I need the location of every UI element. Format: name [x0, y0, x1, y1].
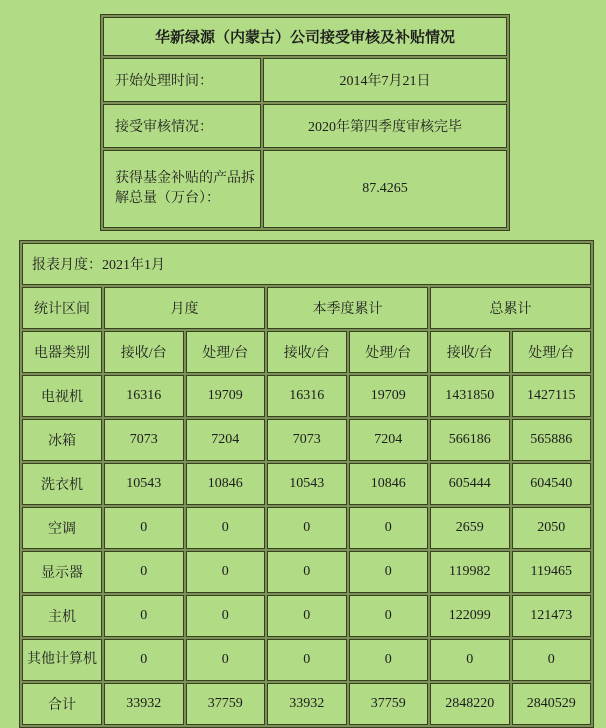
summary-row — [103, 104, 507, 148]
period-header-col0: 统计区间 — [22, 287, 102, 329]
cell-value: 0 — [349, 595, 429, 637]
cell-value: 1431850 — [430, 375, 510, 417]
report-month-row — [22, 243, 591, 285]
cell-value: 0 — [512, 639, 592, 681]
cell-value: 2840529 — [512, 683, 592, 725]
cell-value: 565886 — [512, 419, 592, 461]
summary-row-label: 开始处理时间： — [103, 58, 261, 102]
category-header-cell: 接收/台 — [267, 331, 347, 373]
row-category: 冰箱 — [22, 419, 102, 461]
cell-value: 121473 — [512, 595, 592, 637]
cell-value: 7073 — [267, 419, 347, 461]
cell-value: 33932 — [267, 683, 347, 725]
cell-value: 7204 — [186, 419, 266, 461]
cell-value: 0 — [267, 507, 347, 549]
cell-value: 0 — [267, 639, 347, 681]
summary-row-value: 2014年7月21日 — [263, 58, 507, 102]
cell-value: 0 — [349, 551, 429, 593]
cell-value: 1427115 — [512, 375, 592, 417]
category-header-cell: 接收/台 — [104, 331, 184, 373]
cell-value: 10846 — [349, 463, 429, 505]
category-header-cell: 处理/台 — [349, 331, 429, 373]
cell-value: 19709 — [349, 375, 429, 417]
cell-value: 119982 — [430, 551, 510, 593]
cell-value: 0 — [430, 639, 510, 681]
period-header-row — [22, 287, 591, 329]
table-row-total — [22, 683, 591, 725]
cell-value: 10543 — [104, 463, 184, 505]
category-header-cell: 接收/台 — [430, 331, 510, 373]
row-category: 其他计算机 — [22, 639, 102, 681]
cell-value: 2050 — [512, 507, 592, 549]
cell-value: 0 — [186, 595, 266, 637]
row-category: 洗衣机 — [22, 463, 102, 505]
cell-value: 604540 — [512, 463, 592, 505]
report-month-value: 2021年1月 — [102, 258, 165, 273]
period-header-total: 总累计 — [430, 287, 591, 329]
cell-value: 0 — [349, 507, 429, 549]
cell-value: 566186 — [430, 419, 510, 461]
cell-value: 122099 — [430, 595, 510, 637]
table-row — [22, 551, 591, 593]
cell-value: 19709 — [186, 375, 266, 417]
cell-value: 0 — [349, 639, 429, 681]
table-row — [22, 639, 591, 681]
summary-row-value: 87.4265 — [263, 150, 507, 228]
row-category: 空调 — [22, 507, 102, 549]
cell-value: 2848220 — [430, 683, 510, 725]
report-month — [22, 243, 591, 285]
cell-value: 0 — [104, 551, 184, 593]
cell-value: 0 — [186, 507, 266, 549]
summary-title-row — [103, 17, 507, 56]
cell-value: 2659 — [430, 507, 510, 549]
report-table — [19, 240, 594, 728]
table-row — [22, 595, 591, 637]
period-header-quarter: 本季度累计 — [267, 287, 428, 329]
cell-value: 7204 — [349, 419, 429, 461]
summary-row — [103, 150, 507, 228]
cell-value: 16316 — [104, 375, 184, 417]
table-row — [22, 419, 591, 461]
cell-value: 605444 — [430, 463, 510, 505]
summary-table — [100, 14, 510, 231]
table-row — [22, 463, 591, 505]
cell-value: 0 — [104, 507, 184, 549]
cell-value: 10543 — [267, 463, 347, 505]
cell-value: 0 — [104, 639, 184, 681]
row-category: 主机 — [22, 595, 102, 637]
row-category: 显示器 — [22, 551, 102, 593]
cell-value: 119465 — [512, 551, 592, 593]
cell-value: 0 — [186, 551, 266, 593]
category-header-col0: 电器类别 — [22, 331, 102, 373]
table-row — [22, 507, 591, 549]
summary-title: 华新绿源（内蒙古）公司接受审核及补贴情况 — [103, 17, 507, 56]
cell-value: 33932 — [104, 683, 184, 725]
category-header-cell: 处理/台 — [186, 331, 266, 373]
cell-value: 0 — [104, 595, 184, 637]
report-month-label: 报表月度： — [32, 258, 102, 273]
category-header-row — [22, 331, 591, 373]
cell-value: 7073 — [104, 419, 184, 461]
cell-value: 0 — [186, 639, 266, 681]
row-category: 电视机 — [22, 375, 102, 417]
category-header-cell: 处理/台 — [512, 331, 592, 373]
cell-value: 0 — [267, 551, 347, 593]
summary-row-label: 接受审核情况： — [103, 104, 261, 148]
period-header-month: 月度 — [104, 287, 265, 329]
summary-row-value: 2020年第四季度审核完毕 — [263, 104, 507, 148]
table-row — [22, 375, 591, 417]
cell-value: 10846 — [186, 463, 266, 505]
cell-value: 37759 — [349, 683, 429, 725]
cell-value: 16316 — [267, 375, 347, 417]
summary-row-label: 获得基金补贴的产品拆解总量（万台）： — [103, 150, 261, 228]
cell-value: 37759 — [186, 683, 266, 725]
cell-value: 0 — [267, 595, 347, 637]
row-category: 合计 — [22, 683, 102, 725]
summary-row — [103, 58, 507, 102]
